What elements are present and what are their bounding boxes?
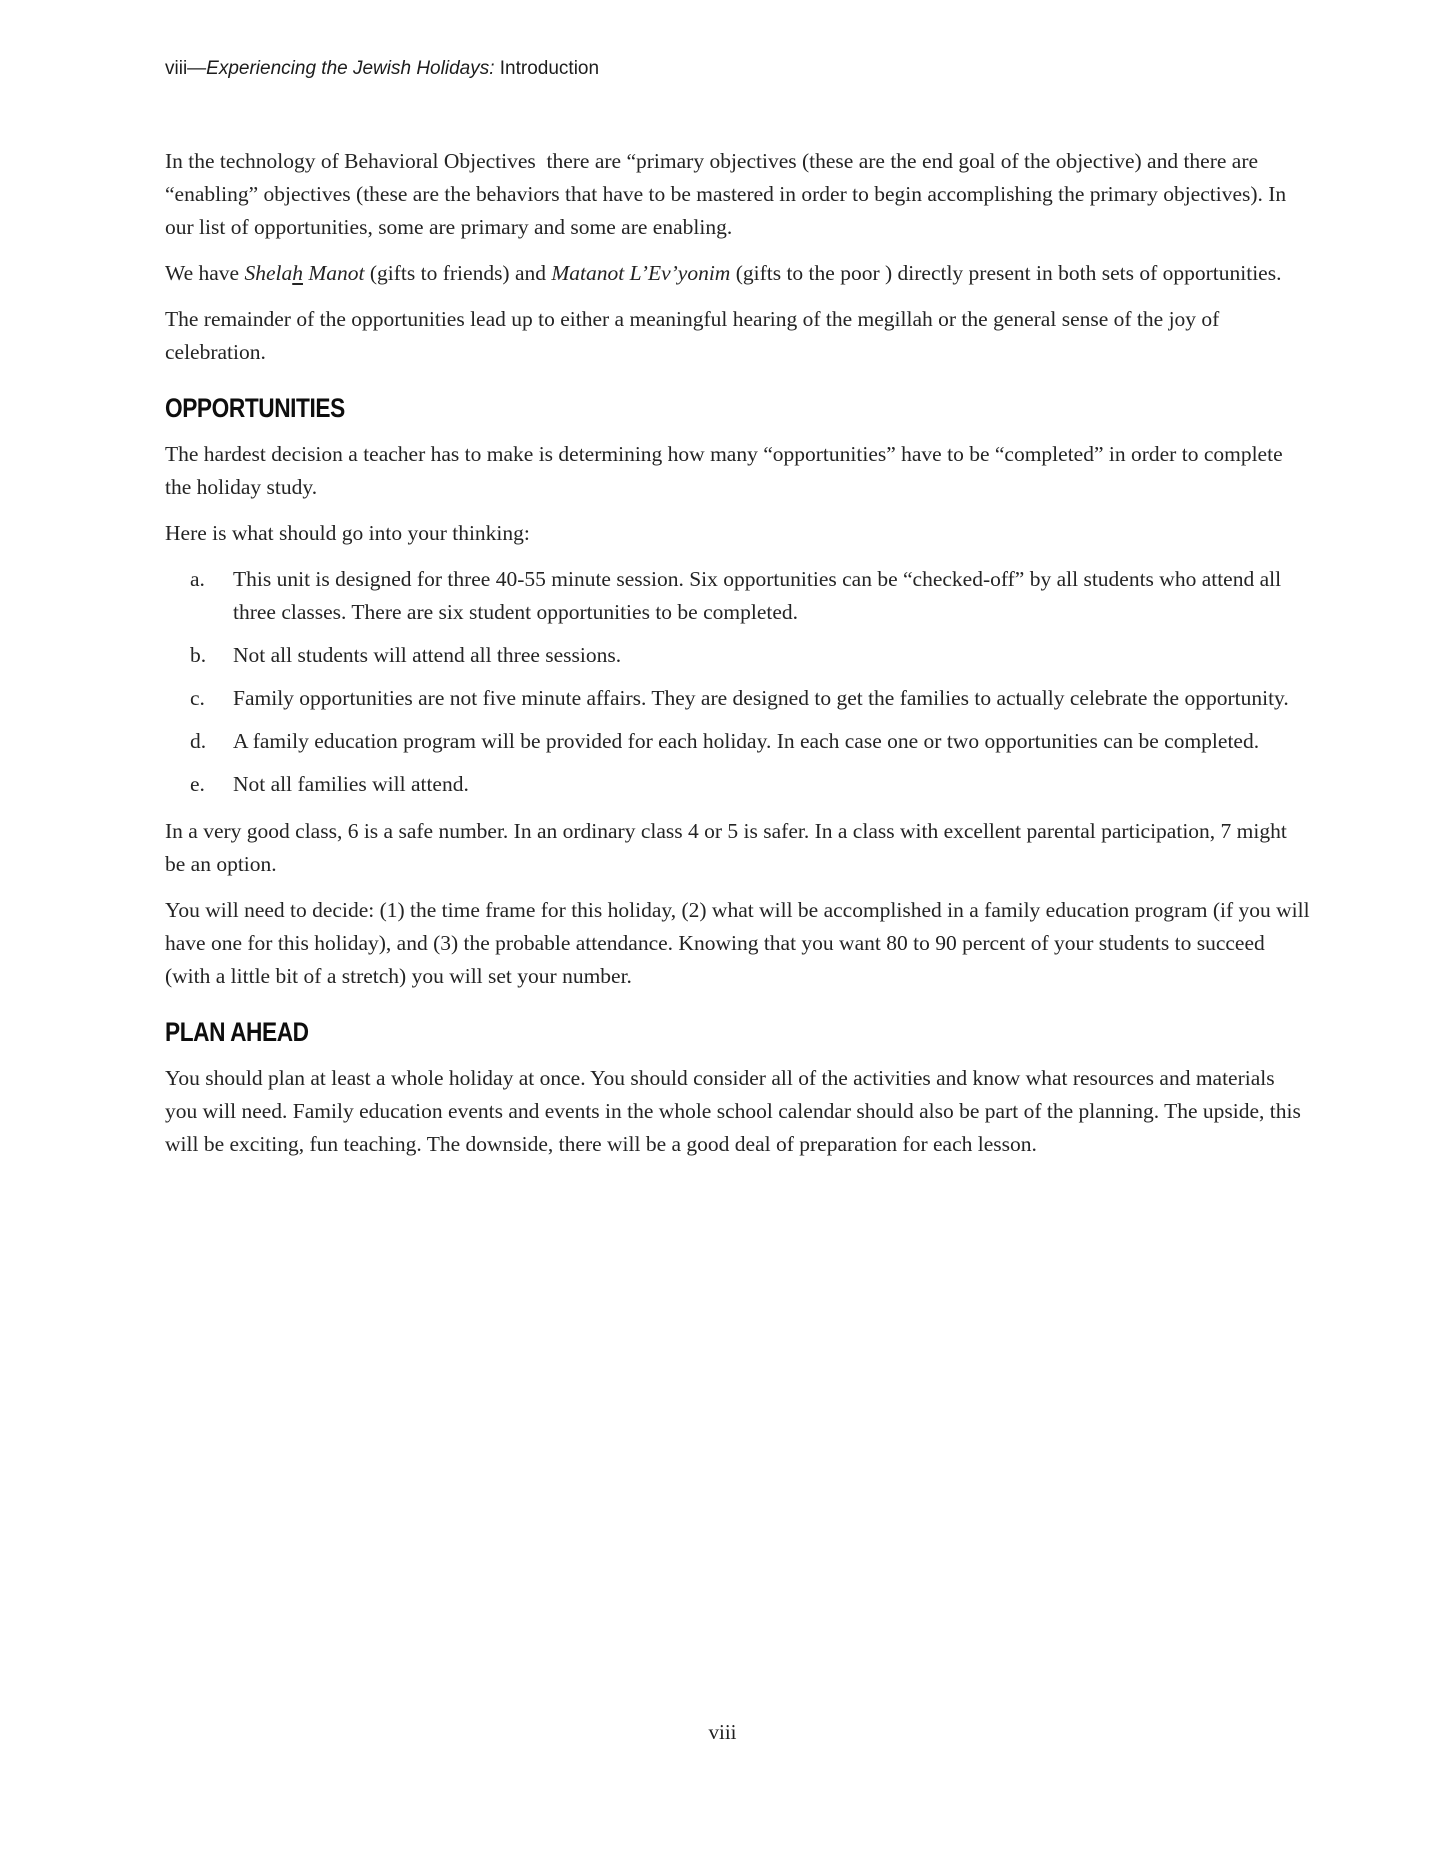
- page-number: viii: [708, 1720, 737, 1744]
- list-marker-d: d.: [190, 729, 207, 753]
- paragraph-you-will-need-to-decide: You will need to decide: (1) the time frame for this holiday, (2) what will be accomplished in a family education program (if you will have one for this holiday), and (3) the probable attendance. Knowing that you want 80 to 90 percent of your students to succeed (with a little bit of a stretch) you will set your number.: [165, 898, 1310, 988]
- list-text-a: This unit is designed for three 40-55 minute session. Six opportunities can be “checked-off” by all students who attend all three classes. There are six student opportunities to be completed.: [233, 567, 1282, 624]
- paragraph-remainder: The remainder of the opportunities lead up to either a meaningful hearing of the megillah or the general sense of the joy of celebration.: [165, 307, 1220, 364]
- paragraph-class-numbers: In a very good class, 6 is a safe number. In an ordinary class 4 or 5 is safer. In a class with excellent parental participation, 7 might be an option.: [165, 819, 1287, 876]
- page-content: [165, 145, 1310, 1174]
- list-text-c: Family opportunities are not five minute affairs. They are designed to get the families to actually celebrate the opportunity.: [233, 686, 1289, 710]
- list-item-b: [165, 639, 1310, 672]
- list-item-c: [165, 682, 1310, 715]
- list-marker-b: b.: [190, 643, 207, 667]
- list-text-e: Not all families will attend.: [233, 772, 469, 796]
- paragraph-thinking-intro: Here is what should go into your thinking:: [165, 521, 530, 545]
- list-marker-a: a.: [190, 567, 205, 591]
- heading-opportunities: [165, 393, 1310, 423]
- heading-opportunities-text: OPPORTUNITIES: [165, 393, 345, 423]
- running-header: viii—Experiencing the Jewish Holidays: Introduction: [165, 58, 600, 79]
- list-item-e: [165, 768, 1310, 801]
- paragraph-plan-ahead-body: You should plan at least a whole holiday at once. You should consider all of the activities and know what resources and materials you will need. Family education events and events in the whole school calendar should also be part of the planning. The upside, this will be exciting, fun teaching. The downside, there will be a good deal of preparation for each lesson.: [165, 1066, 1301, 1156]
- list-text-d: A family education program will be provided for each holiday. In each case one or two opportunities can be completed.: [233, 729, 1260, 753]
- heading-plan-ahead: [165, 1017, 1310, 1047]
- heading-plan-ahead-text: PLAN AHEAD: [165, 1017, 309, 1047]
- paragraph-hardest-decision: The hardest decision a teacher has to make is determining how many “opportunities” have to be “completed” in order to complete the holiday study.: [165, 442, 1283, 499]
- list-item-a: [165, 563, 1310, 629]
- paragraph-shelah-manot: We have Shelah Manot (gifts to friends) and Matanot L’Ev’yonim (gifts to the poor ) directly present in both sets of opportunities.: [165, 261, 1282, 285]
- thinking-list: [165, 563, 1310, 801]
- list-item-d: [165, 725, 1310, 758]
- paragraph-behavioral-objectives: In the technology of Behavioral Objectives there are “primary objectives (these are the end goal of the objective) and there are “enabling” objectives (these are the behaviors that have to be mastered in order to begin accomplishing the primary objectives). In our list of opportunities, some are primary and some are enabling.: [165, 149, 1287, 239]
- list-marker-c: c.: [190, 686, 205, 710]
- list-marker-e: e.: [190, 772, 205, 796]
- list-text-b: Not all students will attend all three sessions.: [233, 643, 622, 667]
